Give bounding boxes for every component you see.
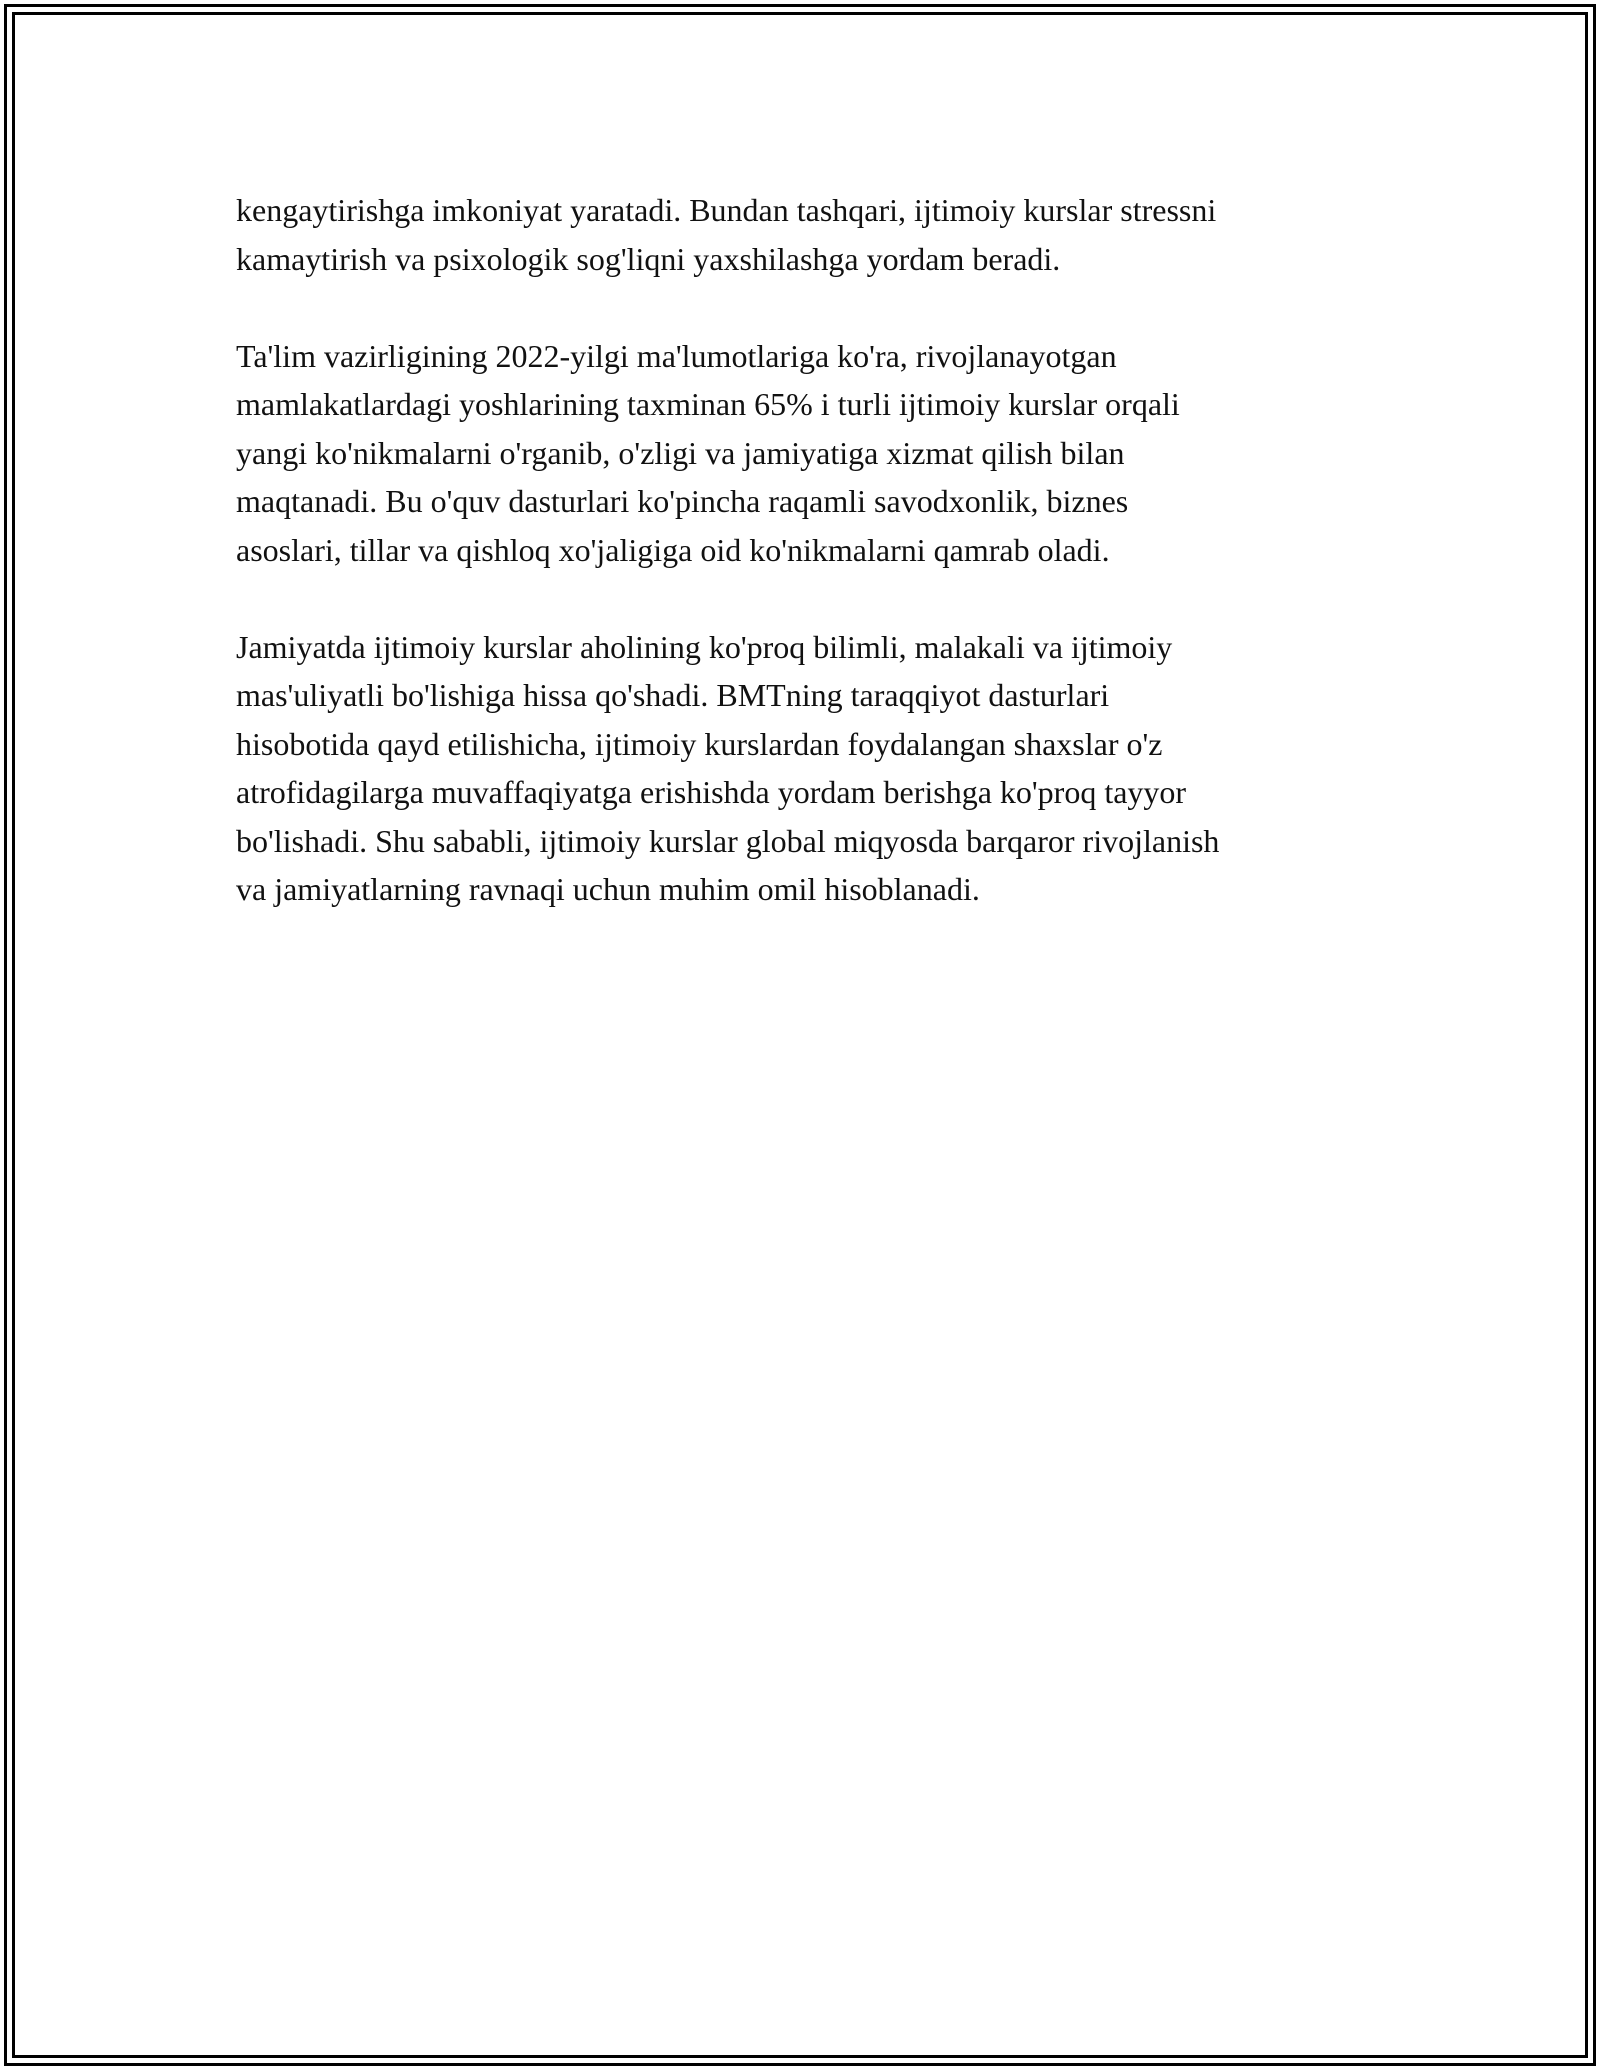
paragraph-3	[236, 623, 1406, 914]
text-line: yangi ko'nikmalarni o'rganib, o'zligi va jamiyatiga xizmat qilish bilan	[236, 434, 1125, 471]
text-line: kamaytirish va psixologik sog'liqni yaxshilashga yordam beradi.	[236, 240, 1061, 277]
text-line: hisobotida qayd etilishicha, ijtimoiy kurslardan foydalangan shaxslar o'z	[236, 725, 1163, 762]
text-line: Ta'lim vazirligining 2022-yilgi ma'lumotlariga ko'ra, rivojlanayotgan	[236, 337, 1117, 374]
text-line: bo'lishadi. Shu sababli, ijtimoiy kurslar global miqyosda barqaror rivojlanish	[236, 822, 1220, 859]
document-body	[236, 186, 1406, 962]
text-line: mamlakatlardagi yoshlarining taxminan 65% i turli ijtimoiy kurslar orqali	[236, 386, 1180, 422]
text-line: atrofidagilarga muvaffaqiyatga erishishda yordam berishga ko'proq tayyor	[236, 774, 1187, 810]
paragraph-1	[236, 186, 1406, 283]
text-line: Jamiyatda ijtimoiy kurslar aholining ko'proq bilimli, malakali va ijtimoiy	[236, 628, 1173, 665]
text-line: va jamiyatlarning ravnaqi uchun muhim omil hisoblanadi.	[236, 871, 980, 907]
text-line: mas'uliyatli bo'lishiga hissa qo'shadi. BMTning taraqqiyot dasturlari	[236, 677, 1110, 713]
text-line: kengaytirishga imkoniyat yaratadi. Bundan tashqari, ijtimoiy kurslar stressni	[236, 192, 1217, 228]
text-line: asoslari, tillar va qishloq xo'jaligiga oid ko'nikmalarni qamrab oladi.	[236, 531, 1110, 568]
text-line: maqtanadi. Bu o'quv dasturlari ko'pincha raqamli savodxonlik, biznes	[236, 483, 1129, 519]
paragraph-2	[236, 332, 1406, 575]
